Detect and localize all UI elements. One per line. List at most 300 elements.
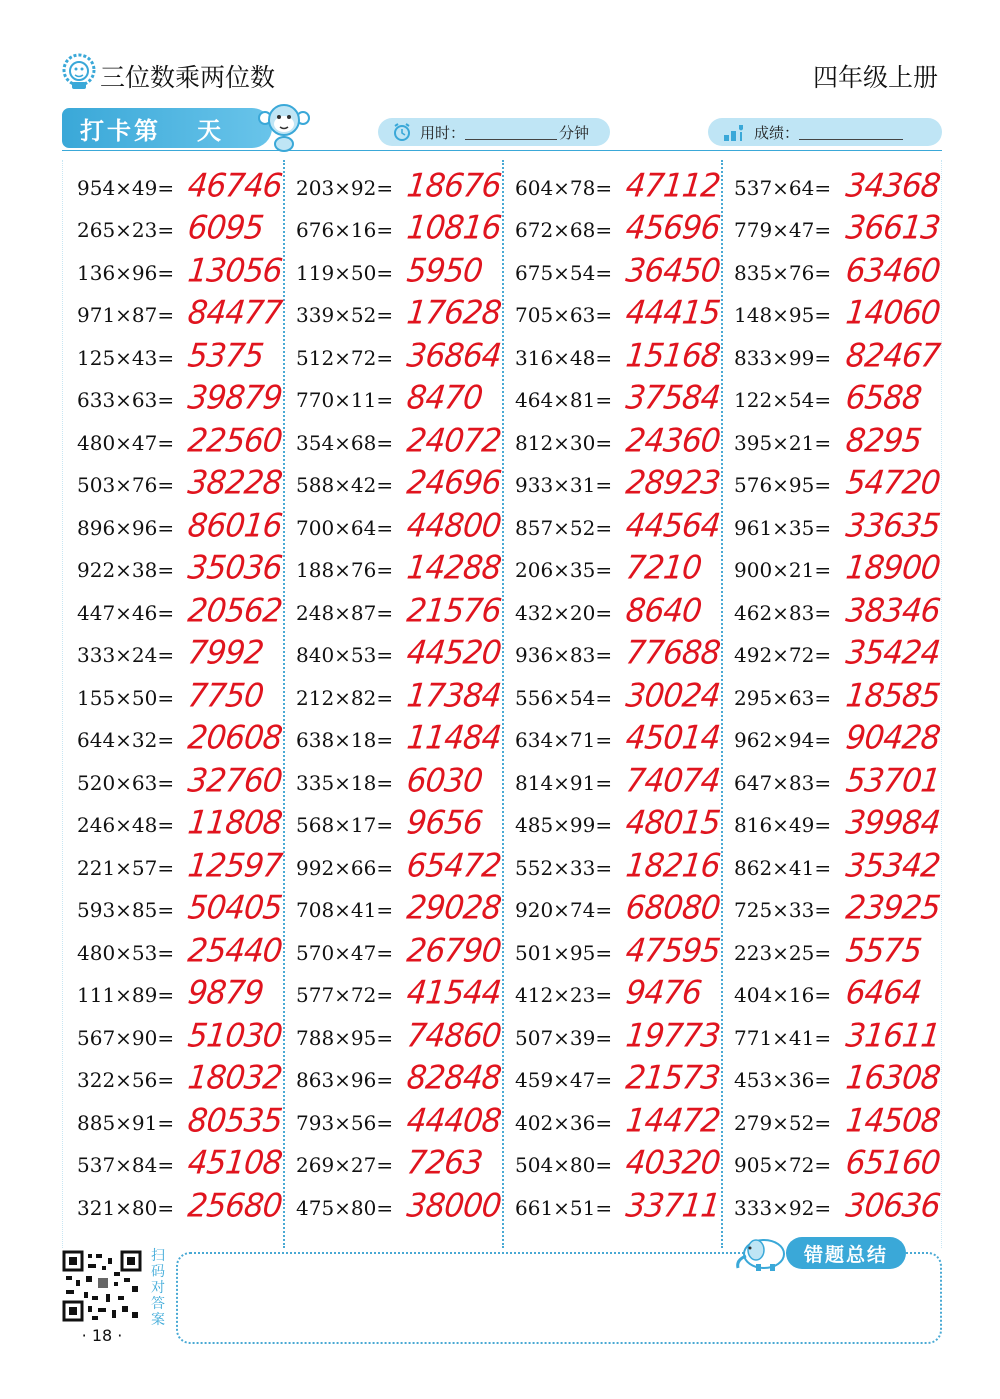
problem-row (296, 503, 516, 546)
problem-row (296, 418, 516, 461)
problem-expression: 203×92= (296, 175, 394, 200)
problem-expression: 402×36= (515, 1110, 613, 1135)
handwritten-answer[interactable]: 82848 (405, 1059, 503, 1097)
handwritten-answer[interactable]: 54720 (844, 464, 942, 502)
handwritten-answer[interactable]: 44408 (405, 1101, 503, 1140)
handwritten-answer[interactable]: 32760 (186, 761, 284, 800)
problem-row (515, 248, 735, 291)
qr-code-icon (62, 1250, 142, 1322)
problem-row (296, 206, 516, 249)
handwritten-answer[interactable]: 38228 (186, 464, 284, 502)
problem-expression: 537×64= (734, 175, 832, 200)
handwritten-answer[interactable]: 33711 (624, 1186, 722, 1225)
problem-expression: 125×43= (77, 345, 175, 370)
problem-expression: 812×30= (515, 430, 613, 455)
time-label: 用时： (420, 123, 466, 142)
problem-row (515, 206, 735, 249)
problem-row (77, 716, 297, 759)
handwritten-answer[interactable]: 35342 (844, 846, 942, 885)
problem-expression: 246×48= (77, 813, 175, 837)
handwritten-answer[interactable]: 6030 (405, 761, 484, 800)
handwritten-answer[interactable]: 22560 (186, 421, 284, 460)
problem-row (77, 206, 297, 249)
problem-row (515, 1013, 735, 1056)
handwritten-answer[interactable]: 31611 (844, 1016, 942, 1055)
problem-row (77, 843, 297, 886)
problem-row (515, 163, 735, 206)
problem-row (734, 971, 954, 1014)
grade-label: 四年级上册 (812, 63, 938, 92)
problem-row (77, 1098, 297, 1141)
problem-column-3 (515, 163, 735, 1226)
handwritten-answer[interactable]: 86016 (186, 506, 284, 545)
handwritten-answer[interactable]: 30636 (844, 1186, 942, 1225)
problem-column-2 (296, 163, 516, 1226)
check-in-banner (62, 108, 272, 148)
handwritten-answer[interactable]: 90428 (844, 719, 942, 757)
problem-expression: 354×68= (296, 430, 394, 455)
handwritten-answer[interactable]: 39879 (186, 379, 284, 417)
problem-expression: 501×95= (515, 940, 613, 965)
handwritten-answer[interactable]: 5950 (405, 251, 484, 290)
problem-expression: 119×50= (296, 260, 394, 285)
problem-row (734, 1013, 954, 1056)
problem-expression: 537×84= (77, 1153, 175, 1177)
handwritten-answer[interactable]: 9879 (186, 974, 265, 1012)
problem-expression: 962×94= (734, 728, 832, 752)
problem-expression: 504×80= (515, 1153, 613, 1177)
problem-expression: 265×23= (77, 218, 175, 242)
problem-expression: 833×99= (734, 345, 832, 370)
problem-row (734, 163, 954, 206)
trophy-icon (722, 121, 746, 143)
problem-row (296, 376, 516, 419)
problem-expression: 453×36= (734, 1068, 832, 1092)
problem-row (515, 461, 735, 504)
handwritten-answer[interactable]: 18676 (405, 166, 503, 205)
handwritten-answer[interactable]: 35424 (844, 634, 942, 672)
problem-row (77, 1141, 297, 1184)
handwritten-answer[interactable]: 9476 (624, 974, 703, 1012)
handwritten-answer[interactable]: 65472 (405, 846, 503, 885)
problem-row (515, 1098, 735, 1141)
problem-expression: 475×80= (296, 1195, 394, 1220)
problem-row (77, 248, 297, 291)
problem-expression: 863×96= (296, 1068, 394, 1092)
handwritten-answer[interactable]: 36864 (405, 336, 503, 375)
problem-expression: 269×27= (296, 1153, 394, 1177)
handwritten-answer[interactable]: 7263 (405, 1144, 484, 1182)
problem-expression: 556×54= (515, 685, 613, 710)
problem-row (734, 1183, 954, 1226)
problem-row (515, 291, 735, 334)
handwritten-answer[interactable]: 36613 (844, 209, 942, 247)
problem-row (515, 376, 735, 419)
problem-row (296, 1183, 516, 1226)
problem-row (515, 801, 735, 844)
problem-expression: 725×33= (734, 898, 832, 922)
problem-row (734, 631, 954, 674)
problem-expression: 136×96= (77, 260, 175, 285)
problem-row (515, 758, 735, 801)
handwritten-answer[interactable]: 35036 (186, 549, 284, 587)
problem-row (734, 1056, 954, 1099)
problem-expression: 961×35= (734, 515, 832, 540)
problem-row (77, 461, 297, 504)
problem-expression: 111×89= (77, 983, 175, 1007)
handwritten-answer[interactable]: 37584 (624, 379, 722, 417)
problem-row (296, 1141, 516, 1184)
handwritten-answer[interactable]: 84477 (186, 294, 284, 332)
problem-expression: 206×35= (515, 558, 613, 582)
problem-row (296, 758, 516, 801)
problem-expression: 520×63= (77, 770, 175, 795)
problem-row (296, 333, 516, 376)
problem-expression: 705×63= (515, 303, 613, 327)
problem-expression: 954×49= (77, 175, 175, 200)
problem-row (515, 1141, 735, 1184)
problem-expression: 816×49= (734, 813, 832, 837)
handwritten-answer[interactable]: 6588 (844, 379, 923, 417)
handwritten-answer[interactable]: 17628 (405, 294, 503, 332)
handwritten-answer[interactable]: 10816 (405, 209, 503, 247)
scan-for-answers-label: 扫码对答案 (151, 1248, 165, 1328)
problem-expression: 447×46= (77, 600, 175, 625)
handwritten-answer[interactable]: 5375 (186, 336, 265, 375)
mistake-summary-tag: 错题总结 (786, 1237, 906, 1269)
problem-row (734, 461, 954, 504)
problem-row (77, 631, 297, 674)
handwritten-answer[interactable]: 14472 (624, 1101, 722, 1140)
problem-row (296, 971, 516, 1014)
problem-expression: 512×72= (296, 345, 394, 370)
handwritten-answer[interactable]: 21576 (405, 591, 503, 630)
problem-row (296, 588, 516, 631)
problem-expression: 604×78= (515, 175, 613, 200)
problem-row (77, 546, 297, 589)
problem-expression: 316×48= (515, 345, 613, 370)
problem-row (296, 163, 516, 206)
handwritten-answer[interactable]: 11484 (405, 719, 503, 757)
problem-row (296, 248, 516, 291)
problem-expression: 920×74= (515, 898, 613, 922)
problem-row (734, 1098, 954, 1141)
problem-row (77, 333, 297, 376)
banner-day-prefix: 打卡第 (80, 116, 161, 145)
problem-expression: 148×95= (734, 303, 832, 327)
handwritten-answer[interactable]: 11808 (186, 804, 284, 842)
problem-expression: 492×72= (734, 643, 832, 667)
problem-row (77, 376, 297, 419)
handwritten-answer[interactable]: 47595 (624, 931, 722, 970)
handwritten-answer[interactable]: 17384 (405, 676, 503, 715)
problem-expression: 155×50= (77, 685, 175, 710)
handwritten-answer[interactable]: 47112 (624, 166, 722, 205)
handwritten-answer[interactable]: 29028 (405, 889, 503, 927)
problem-row (734, 546, 954, 589)
problem-expression: 793×56= (296, 1110, 394, 1135)
problem-expression: 992×66= (296, 855, 394, 880)
problem-expression: 862×41= (734, 855, 832, 880)
problem-expression: 333×92= (734, 1195, 832, 1220)
handwritten-answer[interactable]: 16308 (844, 1059, 942, 1097)
problem-row (734, 206, 954, 249)
handwritten-answer[interactable]: 7750 (186, 676, 265, 715)
problem-row (734, 418, 954, 461)
problem-row (515, 886, 735, 929)
handwritten-answer[interactable]: 46746 (186, 166, 284, 205)
handwritten-answer[interactable]: 6464 (844, 974, 923, 1012)
handwritten-answer[interactable]: 18032 (186, 1059, 284, 1097)
problem-expression: 459×47= (515, 1068, 613, 1092)
handwritten-answer[interactable]: 48015 (624, 804, 722, 842)
problem-expression: 971×87= (77, 303, 175, 327)
problem-expression: 840×53= (296, 643, 394, 667)
handwritten-answer[interactable]: 53701 (844, 761, 942, 800)
problem-expression: 634×71= (515, 728, 613, 752)
time-field (378, 118, 610, 146)
handwritten-answer[interactable]: 9656 (405, 804, 484, 842)
problem-row (296, 546, 516, 589)
problem-row (515, 1183, 735, 1226)
handwritten-answer[interactable]: 45014 (624, 719, 722, 757)
problem-row (77, 758, 297, 801)
handwritten-answer[interactable]: 18585 (844, 676, 942, 715)
problem-row (515, 673, 735, 716)
problem-row (734, 503, 954, 546)
handwritten-answer[interactable]: 18900 (844, 549, 942, 587)
problem-expression: 507×39= (515, 1025, 613, 1050)
problem-row (296, 801, 516, 844)
handwritten-answer[interactable]: 20608 (186, 719, 284, 757)
handwritten-answer[interactable]: 8470 (405, 379, 484, 417)
handwritten-answer[interactable]: 77688 (624, 634, 722, 672)
handwritten-answer[interactable]: 63460 (844, 251, 942, 290)
problem-row (734, 716, 954, 759)
handwritten-answer[interactable]: 7992 (186, 634, 265, 672)
handwritten-answer[interactable]: 18216 (624, 846, 722, 885)
handwritten-answer[interactable]: 45108 (186, 1144, 284, 1182)
handwritten-answer[interactable]: 14060 (844, 294, 942, 332)
problem-expression: 223×25= (734, 940, 832, 965)
handwritten-answer[interactable]: 34368 (844, 166, 942, 205)
monkey-mascot-icon (256, 100, 312, 152)
problem-row (296, 1098, 516, 1141)
problem-expression: 432×20= (515, 600, 613, 625)
problem-row (734, 588, 954, 631)
problem-expression: 122×54= (734, 388, 832, 412)
problem-row (734, 291, 954, 334)
handwritten-answer[interactable]: 40320 (624, 1144, 722, 1182)
handwritten-answer[interactable]: 8640 (624, 591, 703, 630)
problem-row (77, 163, 297, 206)
handwritten-answer[interactable]: 7210 (624, 549, 703, 587)
problem-expression: 570×47= (296, 940, 394, 965)
problem-row (77, 801, 297, 844)
header-divider (62, 150, 942, 151)
problem-row (734, 376, 954, 419)
handwritten-answer[interactable]: 6095 (186, 209, 265, 247)
problem-expression: 675×54= (515, 260, 613, 285)
handwritten-answer[interactable]: 44415 (624, 294, 722, 332)
handwritten-answer[interactable]: 15168 (624, 336, 722, 375)
handwritten-answer[interactable]: 20562 (186, 591, 284, 630)
handwritten-answer[interactable]: 41544 (405, 974, 503, 1012)
problem-expression: 333×24= (77, 643, 175, 667)
problem-row (296, 843, 516, 886)
handwritten-answer[interactable]: 24072 (405, 421, 503, 460)
problem-expression: 322×56= (77, 1068, 175, 1092)
handwritten-answer[interactable]: 19773 (624, 1016, 722, 1055)
handwritten-answer[interactable]: 65160 (844, 1144, 942, 1182)
handwritten-answer[interactable]: 25680 (186, 1186, 284, 1225)
handwritten-answer[interactable]: 28923 (624, 464, 722, 502)
problem-expression: 568×17= (296, 813, 394, 837)
problem-expression: 857×52= (515, 515, 613, 540)
problem-row (77, 291, 297, 334)
handwritten-answer[interactable]: 30024 (624, 676, 722, 715)
score-field (708, 118, 942, 146)
problem-expression: 577×72= (296, 983, 394, 1007)
problem-row (734, 1141, 954, 1184)
time-unit: 分钟 (559, 123, 590, 142)
problem-row (77, 928, 297, 971)
problem-expression: 672×68= (515, 218, 613, 242)
handwritten-answer[interactable]: 51030 (186, 1016, 284, 1055)
problem-row (734, 673, 954, 716)
problem-expression: 779×47= (734, 218, 832, 242)
problem-expression: 900×21= (734, 558, 832, 582)
problem-row (296, 928, 516, 971)
problem-row (515, 928, 735, 971)
elephant-icon (732, 1234, 790, 1272)
handwritten-answer[interactable]: 38346 (844, 591, 942, 630)
problem-row (296, 1013, 516, 1056)
problem-expression: 221×57= (77, 855, 175, 880)
problem-expression: 835×76= (734, 260, 832, 285)
banner-day-suffix: 天 (197, 116, 224, 145)
problem-row (515, 631, 735, 674)
handwritten-answer[interactable]: 14508 (844, 1101, 942, 1140)
problem-row (515, 971, 735, 1014)
handwritten-answer[interactable]: 82467 (844, 336, 942, 375)
problem-row (515, 503, 735, 546)
problem-expression: 552×33= (515, 855, 613, 880)
problem-column-1 (77, 163, 297, 1226)
handwritten-answer[interactable]: 39984 (844, 804, 942, 842)
problem-expression: 788×95= (296, 1025, 394, 1050)
handwritten-answer[interactable]: 26790 (405, 931, 503, 970)
problem-expression: 480×47= (77, 430, 175, 455)
handwritten-answer[interactable]: 74074 (624, 761, 722, 800)
handwritten-answer[interactable]: 24696 (405, 464, 503, 502)
handwritten-answer[interactable]: 14288 (405, 549, 503, 587)
handwritten-answer[interactable]: 25440 (186, 931, 284, 970)
problem-row (296, 886, 516, 929)
problem-expression: 922×38= (77, 558, 175, 582)
alarm-clock-icon (392, 122, 412, 142)
problem-expression: 212×82= (296, 685, 394, 710)
problem-row (734, 886, 954, 929)
problem-row (77, 1183, 297, 1226)
handwritten-answer[interactable]: 44564 (624, 506, 722, 545)
problem-column-4 (734, 163, 954, 1226)
handwritten-answer[interactable]: 5575 (844, 931, 923, 970)
handwritten-answer[interactable]: 80535 (186, 1101, 284, 1140)
problem-expression: 676×16= (296, 218, 394, 242)
handwritten-answer[interactable]: 44800 (405, 506, 503, 545)
handwritten-answer[interactable]: 36450 (624, 251, 722, 290)
handwritten-answer[interactable]: 24360 (624, 421, 722, 460)
problem-row (77, 1056, 297, 1099)
problem-expression: 335×18= (296, 770, 394, 795)
problem-row (515, 843, 735, 886)
handwritten-answer[interactable]: 12597 (186, 846, 284, 885)
problem-row (296, 631, 516, 674)
handwritten-answer[interactable]: 50405 (186, 889, 284, 927)
problem-expression: 567×90= (77, 1025, 175, 1050)
handwritten-answer[interactable]: 23925 (844, 889, 942, 927)
problem-row (515, 1056, 735, 1099)
problem-row (77, 673, 297, 716)
problem-expression: 633×63= (77, 388, 175, 412)
time-blank[interactable] (465, 125, 557, 140)
handwritten-answer[interactable]: 68080 (624, 889, 722, 927)
problem-expression: 462×83= (734, 600, 832, 625)
problem-expression: 593×85= (77, 898, 175, 922)
score-label: 成绩： (754, 123, 800, 142)
page-number: · 18 · (81, 1326, 123, 1345)
handwritten-answer[interactable]: 33635 (844, 506, 942, 545)
problem-expression: 647×83= (734, 770, 832, 795)
problem-expression: 576×95= (734, 473, 832, 497)
problem-expression: 339×52= (296, 303, 394, 327)
page-title: 三位数乘两位数 (100, 63, 276, 92)
handwritten-answer[interactable]: 45696 (624, 209, 722, 247)
handwritten-answer[interactable]: 13056 (186, 251, 284, 290)
problem-expression: 588×42= (296, 473, 394, 497)
problem-expression: 321×80= (77, 1195, 175, 1220)
problem-row (296, 291, 516, 334)
handwritten-answer[interactable]: 8295 (844, 421, 923, 460)
problem-expression: 771×41= (734, 1025, 832, 1050)
problem-row (77, 418, 297, 461)
problem-expression: 936×83= (515, 643, 613, 667)
problem-expression: 404×16= (734, 983, 832, 1007)
problem-row (734, 333, 954, 376)
problem-row (77, 503, 297, 546)
score-blank[interactable] (799, 125, 903, 140)
problem-row (515, 588, 735, 631)
problem-expression: 480×53= (77, 940, 175, 965)
problem-row (515, 418, 735, 461)
handwritten-answer[interactable]: 74860 (405, 1016, 503, 1055)
handwritten-answer[interactable]: 38000 (405, 1186, 503, 1225)
handwritten-answer[interactable]: 21573 (624, 1059, 722, 1097)
problem-expression: 464×81= (515, 388, 613, 412)
problem-row (296, 1056, 516, 1099)
problem-row (734, 801, 954, 844)
handwritten-answer[interactable]: 44520 (405, 634, 503, 672)
problem-row (77, 588, 297, 631)
problem-expression: 188×76= (296, 558, 394, 582)
problem-expression: 708×41= (296, 898, 394, 922)
problem-row (515, 716, 735, 759)
problem-row (515, 333, 735, 376)
problem-row (296, 716, 516, 759)
page-left-border (62, 160, 63, 1248)
problem-expression: 896×96= (77, 515, 175, 540)
